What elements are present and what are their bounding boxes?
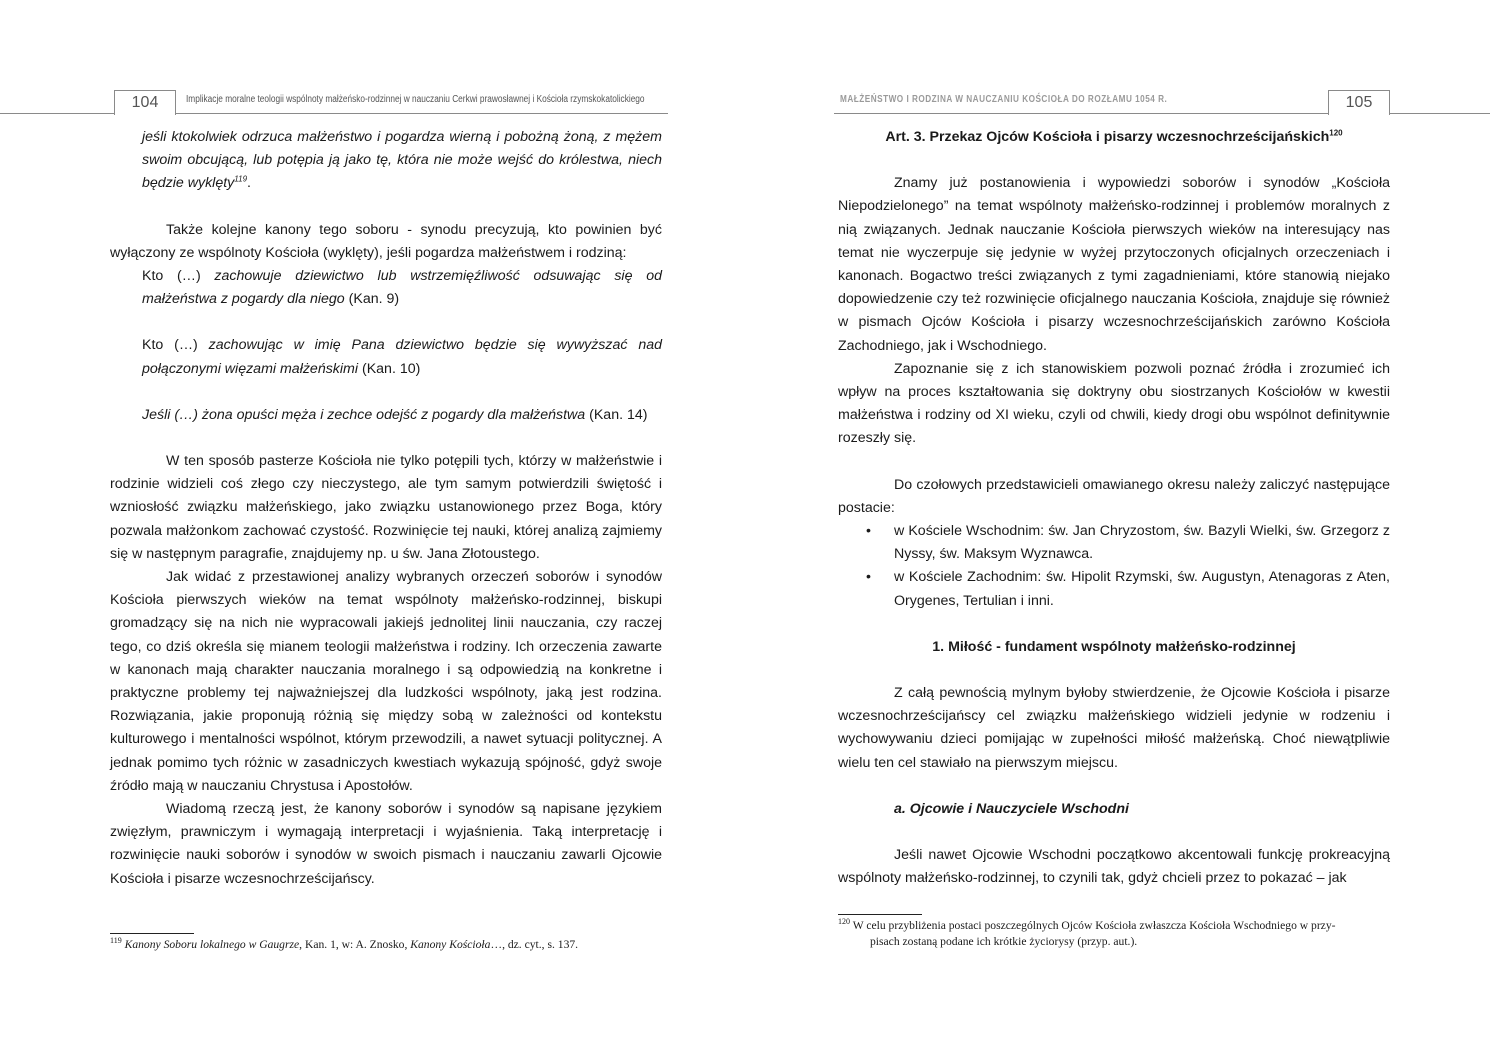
paragraph-1: W ten sposób pasterze Kościoła nie tylko potępili tych, którzy w małżeństwie i rodzinie widzieli coś złego czy nieczystego, ale tym samym potwierdzili świętość i wzniosłość związku małżeńskiego, jako związku ustanowionego przez Boga, który pozwala małżonkom zachować czystość. Rozwinięcie tej nauki, której analizą zajmiemy się w następnym paragrafie, znajdujemy np. u św. Jana Złotoustego.	[110, 453, 662, 562]
paragraph-3: Do czołowych przedstawicieli omawianego okresu należy zaliczyć następujące postacie:	[838, 476, 1390, 516]
footnote-line-1: W celu przybliżenia postaci poszczególnych Ojców Kościoła zwłaszcza Kościoła Wschodniego w przy-	[852, 919, 1336, 932]
paragraph-3: Wiadomą rzeczą jest, że kanony soborów i synodów są napisane językiem zwięzłym, prawniczym i wymagają interpretacji i wyjaśnienia. Taką interpretację i rozwinięcie nauki soborów i synodów w swoich pismach i nauczaniu zawarli Ojcowie Kościoła i pisarze wczesnochrześcijańscy.	[110, 801, 662, 887]
footnote-end: …, dz. cyt., s. 137.	[490, 938, 579, 951]
paragraph-4: Z całą pewnością mylnym byłoby stwierdzenie, że Ojcowie Kościoła i pisarze wczesnochrześcijańscy cel związku małżeńskiego widzieli jedynie w rodzeniu i wychowywaniu dzieci pomijając w zupełności miłość małżeńską. Choć niewątpliwie wielu ten cel stawiało na pierwszym miejscu.	[838, 685, 1390, 771]
paragraph-1: Znamy już postanowienia i wypowiedzi soborów i synodów „Kościoła Niepodzielonego” na temat wspólnoty małżeńsko-rodzinnej i problemów moralnych z nią związanych. Jednak nauczanie Kościoła pierwszych wieków na interesujący nas temat nie wyczerpuje się jedynie w wyżej przytoczonych oficjalnych orzeczeniach i kanonach. Bogactwo treści związanych z tymi zagadnieniami, które stanowią niejako dopowiedzenie czy też rozwinięcie oficjalnego nauczania Kościoła, znajduje się również w pismach Ojców Kościoła i pisarzy wczesnochrześcijańskich zarówno Kościoła Zachodniego, jak i Wschodniego.	[838, 175, 1390, 354]
footnote-119	[110, 937, 662, 953]
canon-9-text: zachowuje dziewictwo lub wstrzemięźliwość odsuwając się od małżeństwa z pogardy dla niego	[142, 268, 662, 308]
list-item-text: w Kościele Wschodnim: św. Jan Chryzostom, św. Bazyli Wielki, św. Grzegorz z Nyssy, św. Maksym Wyznawca.	[894, 523, 1390, 563]
quote-intro-end: .	[247, 175, 251, 192]
running-head: Implikacje moralne teologii wspólnoty małżeńsko-rodzinnej w nauczaniu Cerkwi prawosławnej i Kościoła rzymskokatolickiego	[186, 94, 645, 105]
left-page-header	[0, 86, 668, 114]
fathers-list	[838, 520, 1390, 613]
header-rule	[0, 113, 668, 114]
canon-9	[110, 265, 662, 311]
right-page-header	[834, 86, 1490, 114]
page-number: 105	[1328, 90, 1390, 115]
canon-14-text: Jeśli (…) żona opuści męża i zechce odejść z pogardy dla małżeństwa	[142, 406, 586, 423]
footnote-rule	[838, 914, 922, 915]
footnote-ref-120[interactable]: 120	[1329, 128, 1343, 138]
bullet-icon: •	[866, 569, 871, 586]
running-head: MAŁŻEŃSTWO I RODZINA W NAUCZANIU KOŚCIOŁA DO ROZŁAMU 1054 R.	[840, 94, 1168, 105]
canon-9-lead: Kto (…)	[142, 268, 215, 285]
footnote-120	[838, 918, 1390, 950]
canon-9-ref: (Kan. 9)	[344, 291, 400, 308]
footnote-mark: 120	[838, 917, 850, 927]
header-rule	[834, 113, 1490, 114]
right-page	[750, 0, 1500, 1060]
quote-intro-text: jeśli ktokolwiek odrzuca małżeństwo i pogardza wierną i pobożną żoną, z mężem swoim obcującą, lub potępia ją jako tę, która nie może wejść do królestwa, niech będzie wyklęty	[142, 129, 662, 192]
section-title: 1. Miłość - fundament wspólnoty małżeńsko-rodzinnej	[932, 638, 1296, 655]
article-title	[838, 126, 1390, 149]
list-item-text: w Kościele Zachodnim: św. Hipolit Rzymski, św. Augustyn, Atenagoras z Aten, Orygenes, Tertulian i inni.	[894, 569, 1390, 609]
canon-10-lead: Kto (…)	[142, 337, 209, 354]
footnote-rule	[110, 933, 194, 934]
footnote-mid: , Kan. 1, w: A. Znosko,	[299, 938, 411, 951]
article-title-text: Art. 3. Przekaz Ojców Kościoła i pisarzy wczesnochrześcijańskich	[885, 129, 1330, 145]
bullet-icon: •	[866, 523, 871, 540]
footnote-line-2: pisach zostaną podane ich krótkie życiorysy (przyp. aut.).	[870, 935, 1138, 948]
left-body	[110, 126, 662, 891]
page-number: 104	[114, 90, 176, 115]
canon-10-ref: (Kan. 10)	[358, 360, 421, 377]
footnote-title: Kanony Soboru lokalnego w Gaugrze	[124, 938, 300, 951]
canon-14	[110, 404, 662, 427]
canon-14-ref: (Kan. 14)	[585, 406, 648, 423]
list-item	[866, 566, 1390, 612]
paragraph-2: Jak widać z przestawionej analizy wybranych orzeczeń soborów i synodów Kościoła pierwszych wieków na temat wspólnoty małżeńsko-rodzinnej, biskupi gromadzący się na nich nie wypracowali jakiejś jednolitej linii nauczania, czy raczej tego, co dziś określa się mianem teologii małżeństwa i rodziny. Ich orzeczenia zawarte w kanonach mają charakter nauczania moralnego i są odpowiedzią na konkretne i praktyczne problemy tej najważniejszej dla ludzkości wspólnoty, jaką jest rodzina. Rozwiązania, jakie proponują różnią się między sobą w zależności od kontekstu kulturowego i mentalności wspólnot, którym przewodzili, a nawet sytuacji politycznej. A jednak pomimo tych różnic w zasadniczych kwestiach wykazują spójność, gdyż swoje źródło mają w nauczaniu Chrystusa i Apostołów.	[110, 569, 662, 794]
canon-10-text: zachowując w imię Pana dziewictwo będzie się wywyższać nad połączonymi więzami małżeńskimi	[142, 337, 662, 377]
paragraph-2: Zapoznanie się z ich stanowiskiem pozwoli poznać źródła i zrozumieć ich wpływ na proces kształtowania się doktryny obu siostrzanych Kościołów w kwestii małżeństwa i rodziny od XI wieku, czyli od chwili, kiedy drogi obu wspólnot definitywnie rozeszły się.	[838, 360, 1390, 447]
list-item	[866, 520, 1390, 566]
canon-10	[110, 334, 662, 380]
right-body	[838, 126, 1390, 890]
footnote-ref-119[interactable]: 119	[234, 174, 248, 184]
subsection-title: a. Ojcowie i Nauczyciele Wschodni	[894, 800, 1129, 817]
footnote-book: Kanony Kościoła	[410, 938, 491, 951]
footnote-mark: 119	[110, 936, 122, 946]
paragraph-5: Jeśli nawet Ojcowie Wschodni początkowo akcentowali funkcję prokreacyjną wspólnoty małżeńsko-rodzinnej, to czynili tak, gdyż chcieli przez to pokazać – jak	[838, 847, 1390, 887]
paragraph-canons: Także kolejne kanony tego soboru - synodu precyzują, kto powinien być wyłączony ze wspólnoty Kościoła (wyklęty), jeśli pogardza małżeństwem i rodziną:	[110, 221, 662, 261]
quote-intro	[110, 126, 662, 196]
